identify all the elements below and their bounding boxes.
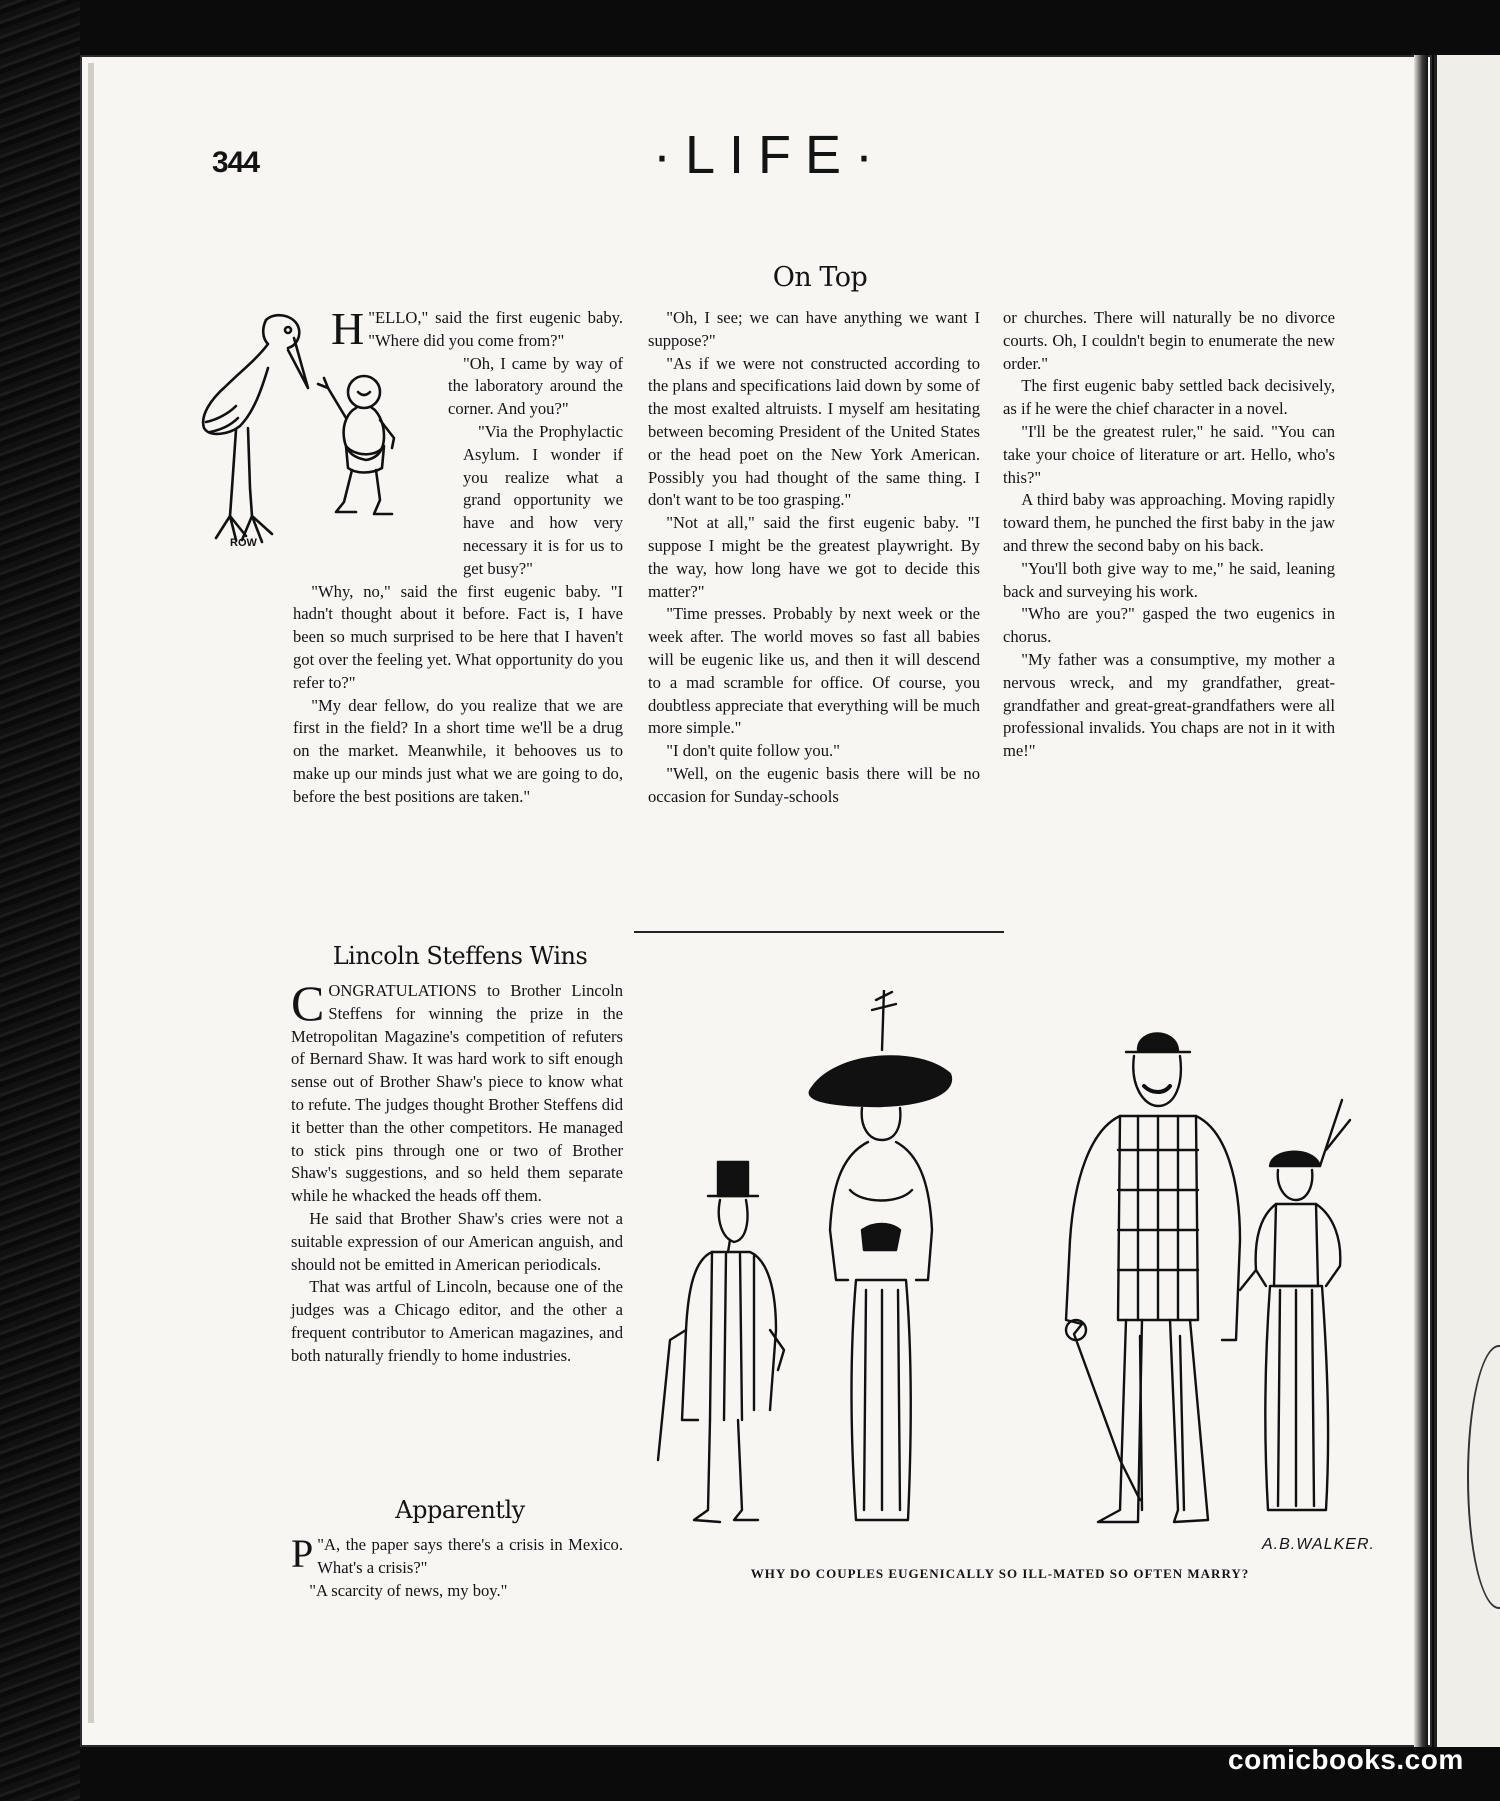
figure-stout-man-checked-suit: [1066, 1034, 1240, 1523]
on-top-paragraph-3: "Via the Prophylactic Asylum. I wonder if you realize what a grand opportunity we have and how very necessary it is for us to get busy?": [463, 421, 623, 578]
on-top-paragraph-1: " H ELLO," said the first eugenic baby. "Where did you come from?": [331, 303, 623, 354]
figure-woman-large-hat: [810, 990, 951, 1520]
dropcap-c: C: [291, 975, 325, 1031]
scan-border-left: [0, 0, 80, 1801]
article-title-on-top: On Top: [772, 262, 868, 293]
on-top-column-3: [1003, 307, 1335, 763]
dropcap-quote: ": [317, 1535, 325, 1554]
stork-artist-signature: ROW: [230, 537, 257, 549]
on-top-col2-paragraph-3: "Not at all," said the first eugenic baby. "I suppose I might be the greatest playwright. By the way, how long have we got to decide this matter?": [648, 513, 980, 601]
page-gutter-shadow: [88, 63, 94, 1723]
figure-small-woman: [1240, 1100, 1350, 1510]
on-top-col2-paragraph-2: "As if we were not constructed according to the plans and specifications laid down by some of the most exalted altruists. I myself am hesitating between becoming President of the United States or the head poet on the New York American. Possibly you had thought of the same thing. I don't want to be too grasping.": [648, 353, 980, 510]
article-title-apparently: Apparently: [395, 1496, 525, 1524]
adjacent-page-edge: [1434, 55, 1500, 1747]
dropcap-p: P: [291, 1531, 314, 1576]
on-top-col2-paragraph-5: "I don't quite follow you.": [666, 741, 840, 761]
steffens-paragraph-1: CONGRATULATIONS to Brother Lincoln Steffens for winning the prize in the Metropolitan Magazine's competition of refuters of Bernard Shaw. It was hard work to sift enough sense out of Brother Shaw's piece to know what to refute. The judges thought Brother Steffens did it better than the other competitors. He managed to stick pins through one or two of Brother Shaw's suggestions, and so held them separate while he whacked the heads off them.: [291, 975, 623, 1206]
cartoon-illustration-couples: [650, 990, 1410, 1550]
on-top-col3-paragraph-1: or churches. There will naturally be no divorce courts. Oh, I couldn't begin to enumerate the new order.": [1003, 308, 1335, 373]
steffens-column: [291, 975, 623, 1368]
on-top-paragraph-5: "My dear fellow, do you realize that we are first in the field? In a short time we'll be a drug on the market. Meanwhile, it behooves us to make up our minds just what we are going to do, before the best positions are taken.": [293, 695, 623, 806]
on-top-paragraph-2: "Oh, I came by way of the laboratory around the corner. And you?": [448, 353, 623, 419]
article-title-lincoln-steffens: Lincoln Steffens Wins: [332, 942, 588, 970]
dropcap-quote: ": [368, 308, 376, 327]
apparently-column: [291, 1531, 623, 1602]
steffens-paragraph-3: That was artful of Lincoln, because one of the judges was a Chicago editor, and the other a frequent contributor to American magazines, and both naturally friendly to home industries.: [291, 1277, 623, 1365]
page-number: 344: [212, 146, 260, 179]
adjacent-page-drawing-fragment: [1467, 1345, 1500, 1609]
cartoon-caption: WHY DO COUPLES EUGENICALLY SO ILL-MATED SO OFTEN MARRY?: [750, 1566, 1250, 1581]
watermark: comicbooks.com: [1228, 1744, 1464, 1775]
on-top-col3-paragraph-3: "I'll be the greatest ruler," he said. "You can take your choice of literature or art. Hello, who's this?": [1003, 421, 1335, 487]
on-top-col2-paragraph-4: "Time presses. Probably by next week or the week after. The world moves so fast all babies will be eugenic like us, and then it will descend to a mad scramble for office. Of course, you doubtless appreciate that everything will be much more simple.": [648, 604, 980, 738]
cartoon-artist-signature: A.B.WALKER.: [1262, 1536, 1375, 1553]
dropcap-h: H: [331, 303, 365, 354]
on-top-col3-paragraph-6: "Who are you?" gasped the two eugenics in chorus.: [1003, 604, 1335, 647]
apparently-paragraph-2: "A scarcity of news, my boy.": [309, 1580, 508, 1600]
on-top-column-2: [648, 307, 980, 809]
section-divider-rule: [634, 931, 1004, 933]
on-top-col2-paragraph-6: "Well, on the eugenic basis there will be no occasion for Sunday-schools: [648, 763, 980, 806]
on-top-col3-paragraph-2: The first eugenic baby settled back decisively, as if he were the chief character in a novel.: [1003, 376, 1335, 419]
masthead-life: ·LIFE·: [652, 125, 887, 185]
on-top-col3-paragraph-5: "You'll both give way to me," he said, leaning back and surveying his work.: [1003, 558, 1335, 601]
apparently-paragraph-1: " P A, the paper says there's a crisis in Mexico. What's a crisis?": [291, 1531, 623, 1577]
steffens-paragraph-2: He said that Brother Shaw's cries were not a suitable expression of our American anguish, and should not be emitted in American periodicals.: [291, 1208, 623, 1274]
on-top-paragraph-4: "Why, no," said the first eugenic baby. "I hadn't thought about it before. Fact is, I have been so much surprised to be here that I haven't got over the feeling yet. What opportunity do you refer to?": [293, 581, 623, 692]
on-top-col3-paragraph-7: "My father was a consumptive, my mother a nervous wreck, and my grandfather, great-grandfather and great-great-grandfathers were all professional invalids. You chaps are not in it with me!": [1003, 649, 1335, 761]
figure-old-man-top-hat: [658, 1162, 784, 1522]
on-top-col2-paragraph-1: "Oh, I see; we can have anything we want I suppose?": [648, 308, 980, 350]
on-top-col3-paragraph-4: A third baby was approaching. Moving rapidly toward them, he punched the first baby in the jaw and threw the second baby on his back.: [1003, 490, 1335, 555]
page-fold: [1414, 55, 1428, 1747]
on-top-column-1: [293, 303, 623, 809]
